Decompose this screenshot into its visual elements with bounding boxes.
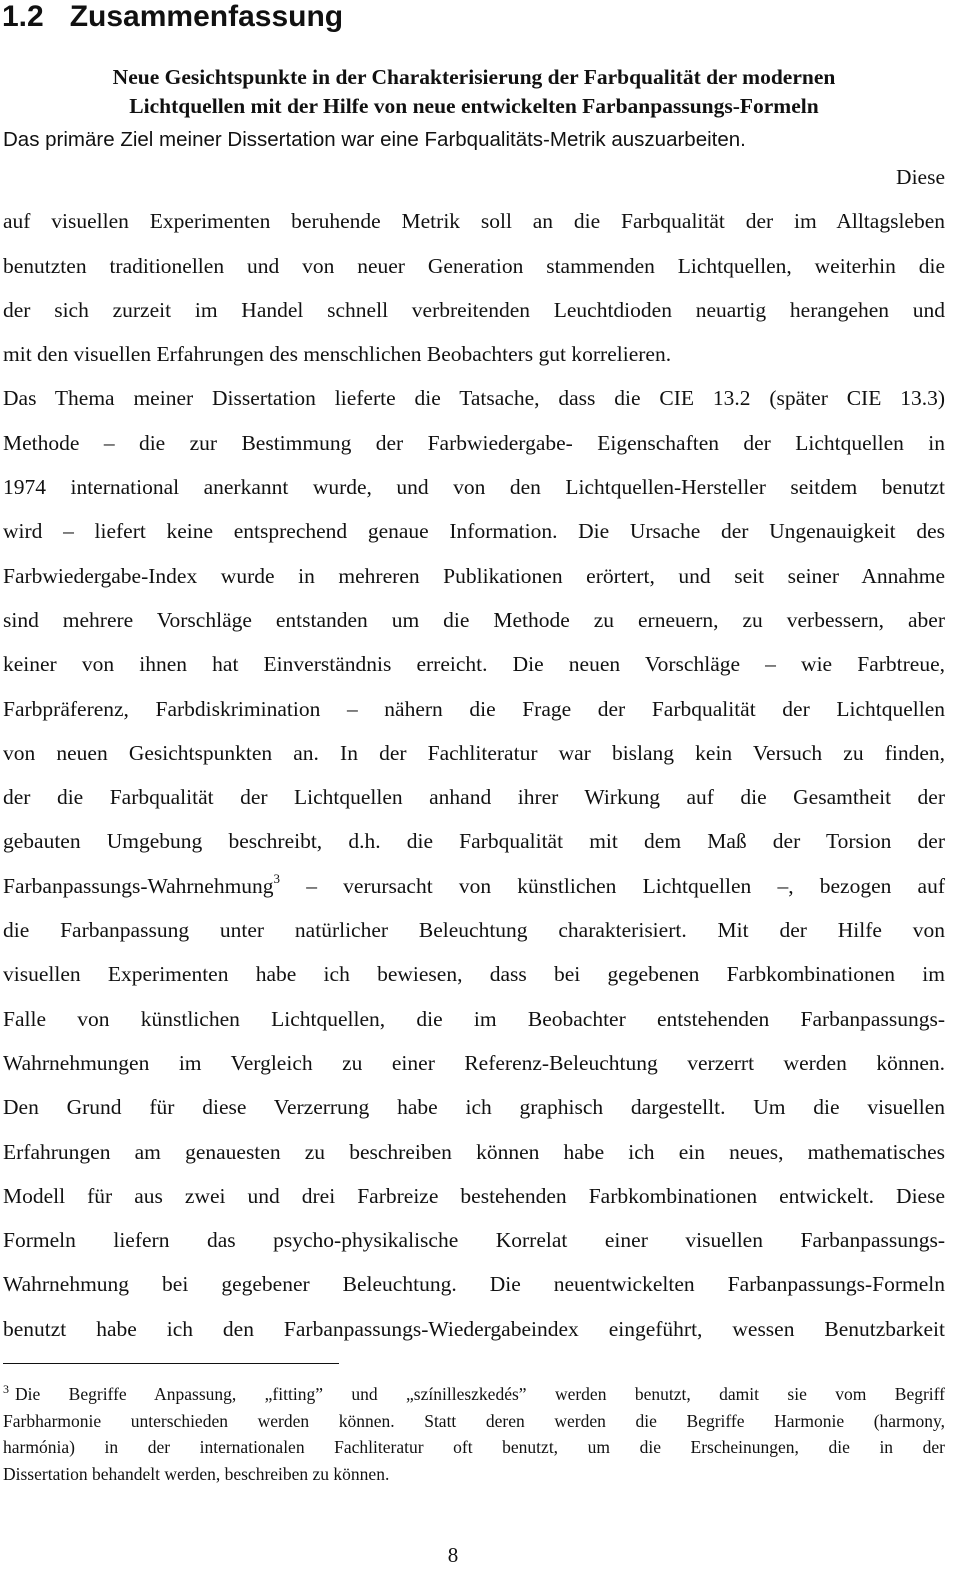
text-fragment: Farbanpassungs-Wahrnehmung [3,873,274,898]
text-line: Formeln liefern das psycho-physikalische Korrelat einer visuellen Farbanpassungs- [3,1228,945,1253]
subtitle-line: Lichtquellen mit der Hilfe von neue entwickelten Farbanpassungs-Formeln [129,94,819,118]
text-line: gebauten Umgebung beschreibt, d.h. die Farbqualität mit dem Maß der Torsion der [3,829,945,854]
text-line [3,864,945,908]
text-line: Wahrnehmungen im Vergleich zu einer Referenz-Beleuchtung verzerrt werden können. [3,1050,945,1075]
text-line: sind mehrere Vorschläge entstanden um die Methode zu erneuern, zu verbessern, aber [3,607,945,632]
footnote-divider [3,1363,339,1364]
text-line: Farbwiedergabe-Index wurde in mehreren Publikationen erörtert, und seit seiner Annahme [3,563,945,588]
text-line: Methode – die zur Bestimmung der Farbwiedergabe- Eigenschaften der Lichtquellen in [3,430,945,455]
body-text [3,155,945,1351]
text-line: Diese [896,165,945,189]
text-line: Erfahrungen am genauesten zu beschreiben können habe ich ein neues, mathematisches [3,1139,945,1164]
page-number: 8 [447,1543,459,1567]
section-number: 1.2 [2,0,44,33]
text-line: von neuen Gesichtspunkten an. In der Fachliteratur war bislang kein Versuch zu finden, [3,740,945,765]
text-line: mit den visuellen Erfahrungen des menschlichen Beobachters gut korrelieren. [3,342,672,367]
footnote-line: harmónia) in der internationalen Fachliteratur oft benutzt, um die Erscheinungen, die in der [3,1437,945,1457]
text-line: Falle von künstlichen Lichtquellen, die im Beobachter entstehenden Farbanpassungs- [3,1006,945,1031]
text-line: Farbpräferenz, Farbdiskrimination – nähern die Frage der Farbqualität der Lichtquellen [3,696,945,721]
subtitle-line: Neue Gesichtspunkte in der Charakterisierung der Farbqualität der modernen [112,65,836,89]
footnote-line: Farbharmonie unterschieden werden können. Statt deren werden die Begriffe Harmonie (harmony, [3,1410,945,1431]
subtitle [0,63,948,121]
intro-sentence: Das primäre Ziel meiner Dissertation war eine Farbqualitäts-Metrik auszuarbeiten. [3,128,746,151]
footnote-mark: 3 [3,1382,9,1396]
section-heading [2,0,343,34]
text-line: der sich zurzeit im Handel schnell verbreitenden Leuchtdioden neuartig herangehen und [3,297,945,322]
footnote-reference: 3 [273,870,281,886]
text-line: benutzten traditionellen und von neuer Generation stammenden Lichtquellen, weiterhin die [3,253,945,278]
text-line: der die Farbqualität der Lichtquellen anhand ihrer Wirkung auf die Gesamtheit der [3,785,945,810]
footnote [3,1381,945,1487]
text-line: Modell für aus zwei und drei Farbreize bestehenden Farbkombinationen entwickelt. Diese [3,1183,945,1208]
footnote-line: Dissertation behandelt werden, beschreiben zu können. [3,1463,390,1484]
text-line: auf visuellen Experimenten beruhende Metrik soll an die Farbqualität der im Alltagsleben [3,209,945,234]
text-line: Den Grund für diese Verzerrung habe ich graphisch dargestellt. Um die visuellen [3,1095,945,1120]
footnote-line [3,1381,945,1408]
text-line: Das Thema meiner Dissertation lieferte die Tatsache, dass die CIE 13.2 (später CIE 13.3) [3,386,945,411]
text-line: keiner von ihnen hat Einverständnis erreicht. Die neuen Vorschläge – wie Farbtreue, [3,652,945,677]
text-line: Wahrnehmung bei gegebener Beleuchtung. Die neuentwickelten Farbanpassungs-Formeln [3,1272,945,1297]
section-title: Zusammenfassung [69,0,344,33]
text-line: benutzt habe ich den Farbanpassungs-Wiedergabeindex eingeführt, wessen Benutzbarkeit [3,1316,945,1341]
text-line: wird – liefert keine entsprechend genaue Information. Die Ursache der Ungenauigkeit des [3,519,945,544]
text-line: 1974 international anerkannt wurde, und von den Lichtquellen-Hersteller seitdem benutzt [3,475,945,500]
footnote-text: Die Begriffe Anpassung, „fitting” und „színilleszkedés” werden benutzt, damit sie vom Begriff [15,1384,945,1404]
text-fragment: – verursacht von künstlichen Lichtquellen –, bezogen auf [306,873,945,898]
text-line: die Farbanpassung unter natürlicher Beleuchtung charakterisiert. Mit der Hilfe von [3,918,945,943]
text-line: visuellen Experimenten habe ich bewiesen, dass bei gegebenen Farbkombinationen im [3,962,945,987]
